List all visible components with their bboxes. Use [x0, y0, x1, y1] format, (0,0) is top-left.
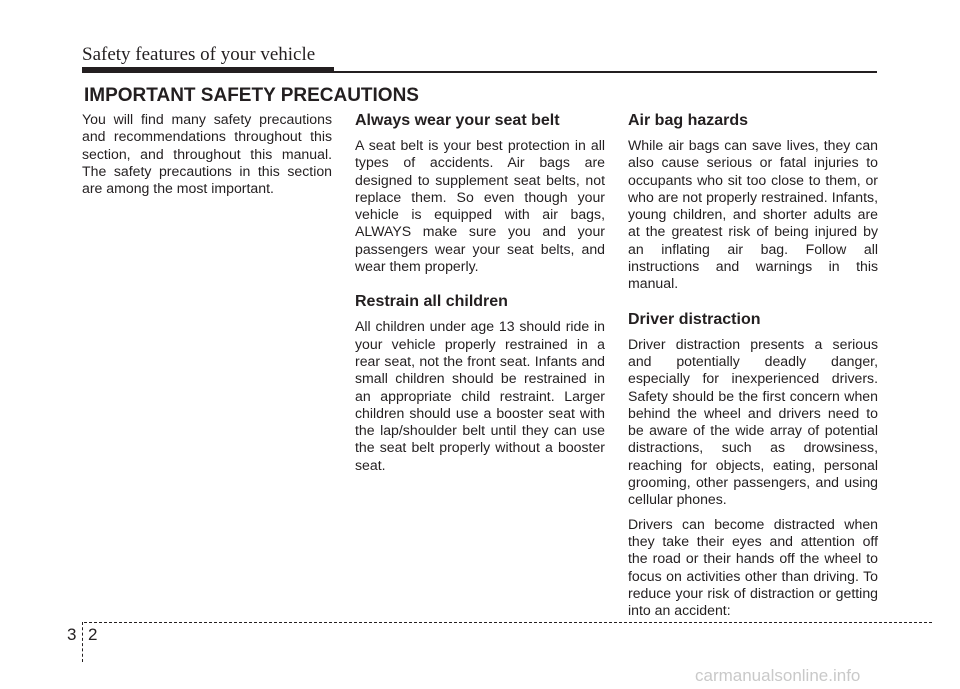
- air-bag-heading: Air bag hazards: [628, 112, 749, 129]
- children-heading: Restrain all children: [355, 293, 508, 311]
- distraction-heading: Driver distraction: [628, 310, 761, 328]
- air-bag-paragraph: While air bags can save lives, they can also cause serious or fatal injuries to occupants who sit too close to them, or who are not properly restrained. Infants, young children, and shorter adults are at the greatest risk of being injured by an inflating air bag. Follow all instructions and warnings in this manual.: [628, 137, 878, 292]
- header-rule-thick: [82, 67, 334, 73]
- seat-belt-heading: Always wear your seat belt: [355, 112, 560, 129]
- chapter-number: 3: [67, 625, 77, 644]
- column-intro: [82, 111, 332, 197]
- seat-belt-paragraph: A seat belt is your best protection in all types of accidents. Air bags are designed to supplement seat belts, not replace them. So even though your vehicle is equipped with air bags, ALWAYS make sure you and your passengers wear your seat belts, and wear them properly.: [355, 137, 605, 275]
- column-middle: [355, 111, 605, 474]
- distraction-paragraph-1: Driver distraction presents a serious and potentially deadly danger, especially for inexperienced drivers. Safety should be the first concern when behind the wheel and drivers need to be aware of the wide array of potential distractions, such as drowsiness, reaching for objects, eating, personal grooming, other passengers, and using cellular phones.: [628, 335, 878, 508]
- running-header: Safety features of your vehicle: [82, 44, 316, 65]
- watermark: carmanualsonline.info: [695, 666, 861, 685]
- footer-page-marker: [82, 622, 83, 662]
- section-title: IMPORTANT SAFETY PRECAUTIONS: [84, 85, 419, 106]
- distraction-paragraph-2: Drivers can become distracted when they take their eyes and attention off the road or their hands off the wheel to focus on activities other than driving. To reduce your risk of distraction or getting into an accident:: [628, 515, 878, 619]
- page-number: 2: [88, 625, 98, 644]
- column-right: [628, 111, 878, 619]
- header-rule-thin: [334, 71, 877, 73]
- children-paragraph: All children under age 13 should ride in your vehicle properly restrained in a rear seat, not the front seat. Infants and small children should be restrained in an appropriate child restraint. Larger children should use a booster seat with the lap/shoulder belt until they can use the seat belt properly without a booster seat.: [355, 318, 605, 473]
- intro-paragraph: You will find many safety precautions and recommendations throughout this section, and throughout this manual. The safety precautions in this section are among the most important.: [82, 111, 332, 197]
- footer-divider: [84, 622, 932, 623]
